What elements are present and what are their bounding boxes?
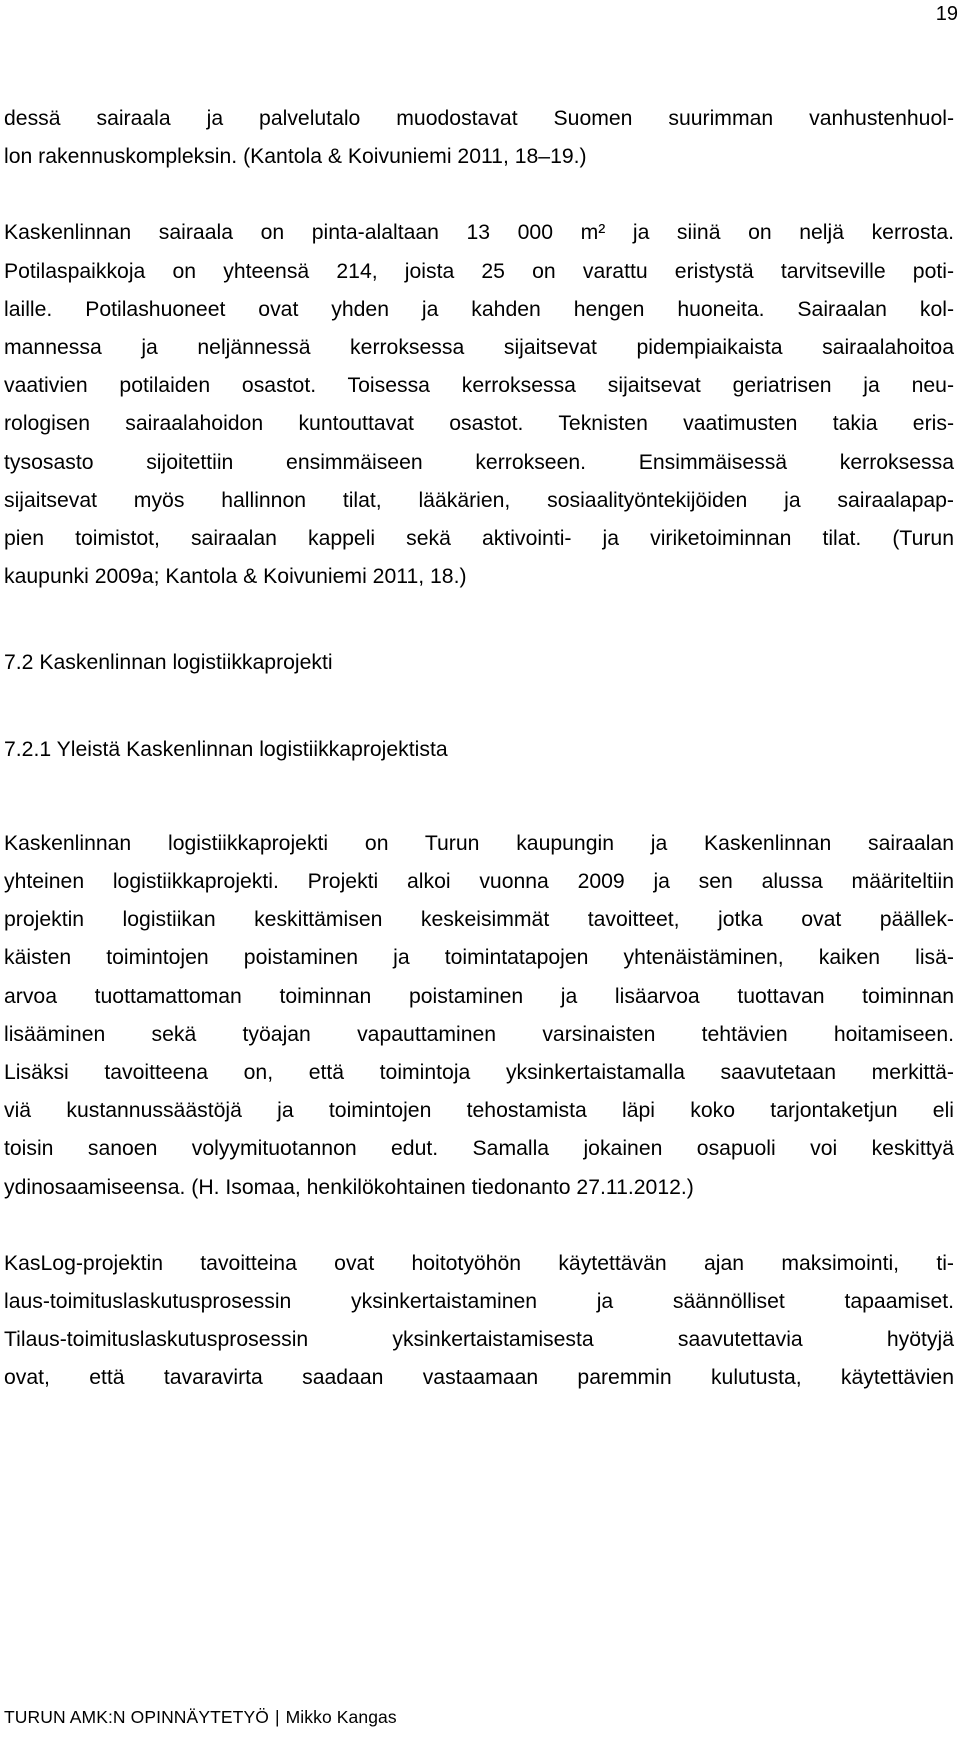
text-line: tysosasto sijoitettiin ensimmäiseen kerrokseen. Ensimmäisessä kerroksessa xyxy=(4,450,954,474)
text-line: lon rakennuskompleksin. (Kantola & Koivuniemi 2011, 18–19.) xyxy=(4,145,587,169)
text-line: pien toimistot, sairaalan kappeli sekä aktivointi- ja viriketoiminnan tilat. (Turun xyxy=(4,527,954,551)
text-line: lisääminen sekä työajan vapauttaminen varsinaisten tehtävien hoitamiseen. xyxy=(4,1022,954,1046)
text-line: dessä sairaala ja palvelutalo muodostavat Suomen suurimman vanhustenhuol- xyxy=(4,107,954,130)
text-line: yhteinen logistiikkaprojekti. Projekti alkoi vuonna 2009 ja sen alussa määriteltiin xyxy=(4,870,954,894)
paragraph-kaslog-goals xyxy=(4,1245,954,1398)
text-line: arvoa tuottamattoman toiminnan poistaminen ja lisäarvoa tuottavan toiminnan xyxy=(4,984,954,1008)
text-line: kaupunki 2009a; Kantola & Koivuniemi 2011, 18.) xyxy=(4,565,467,589)
text-line: Potilaspaikkoja on yhteensä 214, joista 25 on varattu eristystä tarvitseville poti- xyxy=(4,259,954,283)
text-line: Lisäksi tavoitteena on, että toimintoja yksinkertaistamalla saavutetaan merkittä- xyxy=(4,1061,954,1085)
section-heading: 7.2 Kaskenlinnan logistiikkaprojekti xyxy=(4,651,333,675)
document-body xyxy=(4,100,954,1398)
text-line: ovat, että tavaravirta saadaan vastaamaan paremmin kulutusta, käytettävien xyxy=(4,1366,954,1390)
text-line: Kaskenlinnan sairaala on pinta-alaltaan 13 000 m² ja siinä on neljä kerrosta. xyxy=(4,221,954,245)
footer-separator: | xyxy=(274,1707,280,1727)
text-line: Tilaus-toimituslaskutusprosessin yksinkertaistamisesta saavutettavia hyötyjä xyxy=(4,1328,954,1352)
paragraph-project-overview xyxy=(4,825,954,1207)
text-line: projektin logistiikan keskittämisen keskeisimmät tavoitteet, jotka ovat päällek- xyxy=(4,908,954,932)
text-line: laille. Potilashuoneet ovat yhden ja kahden hengen huoneita. Sairaalan kol- xyxy=(4,297,954,321)
text-line: mannessa ja neljännessä kerroksessa sijaitsevat pidempiaikaista sairaalahoitoa xyxy=(4,336,954,360)
text-line: ydinosaamiseensa. (H. Isomaa, henkilökohtainen tiedonanto 27.11.2012.) xyxy=(4,1175,694,1199)
text-line: käisten toimintojen poistaminen ja toimintatapojen yhtenäistäminen, kaiken lisä- xyxy=(4,946,954,970)
text-line: viä kustannussäästöjä ja toimintojen tehostamista läpi koko tarjontaketjun eli xyxy=(4,1099,954,1123)
text-line: toisin sanoen volyymituotannon edut. Samalla jokainen osapuoli voi keskittyä xyxy=(4,1137,954,1161)
page-footer xyxy=(4,1706,397,1728)
text-line: laus-toimituslaskutusprosessin yksinkertaistaminen ja säännölliset tapaamiset. xyxy=(4,1290,954,1314)
subsection-heading: 7.2.1 Yleistä Kaskenlinnan logistiikkaprojektista xyxy=(4,737,448,761)
paragraph-continuation xyxy=(4,100,954,176)
footer-institution: TURUN AMK:N OPINNÄYTETYÖ xyxy=(4,1707,269,1727)
text-line: vaativien potilaiden osastot. Toisessa kerroksessa sijaitsevat geriatrisen ja neu- xyxy=(4,374,954,398)
text-line: KasLog-projektin tavoitteina ovat hoitotyöhön käytettävän ajan maksimointi, ti- xyxy=(4,1251,954,1275)
text-line: Kaskenlinnan logistiikkaprojekti on Turun kaupungin ja Kaskenlinnan sairaalan xyxy=(4,831,954,855)
paragraph-hospital-description xyxy=(4,214,954,596)
text-line: sijaitsevat myös hallinnon tilat, lääkärien, sosiaalityöntekijöiden ja sairaalapap- xyxy=(4,488,954,512)
footer-author: Mikko Kangas xyxy=(285,1707,397,1727)
text-line: rologisen sairaalahoidon kuntouttavat osastot. Teknisten vaatimusten takia eris- xyxy=(4,412,954,436)
page-number: 19 xyxy=(935,3,958,25)
